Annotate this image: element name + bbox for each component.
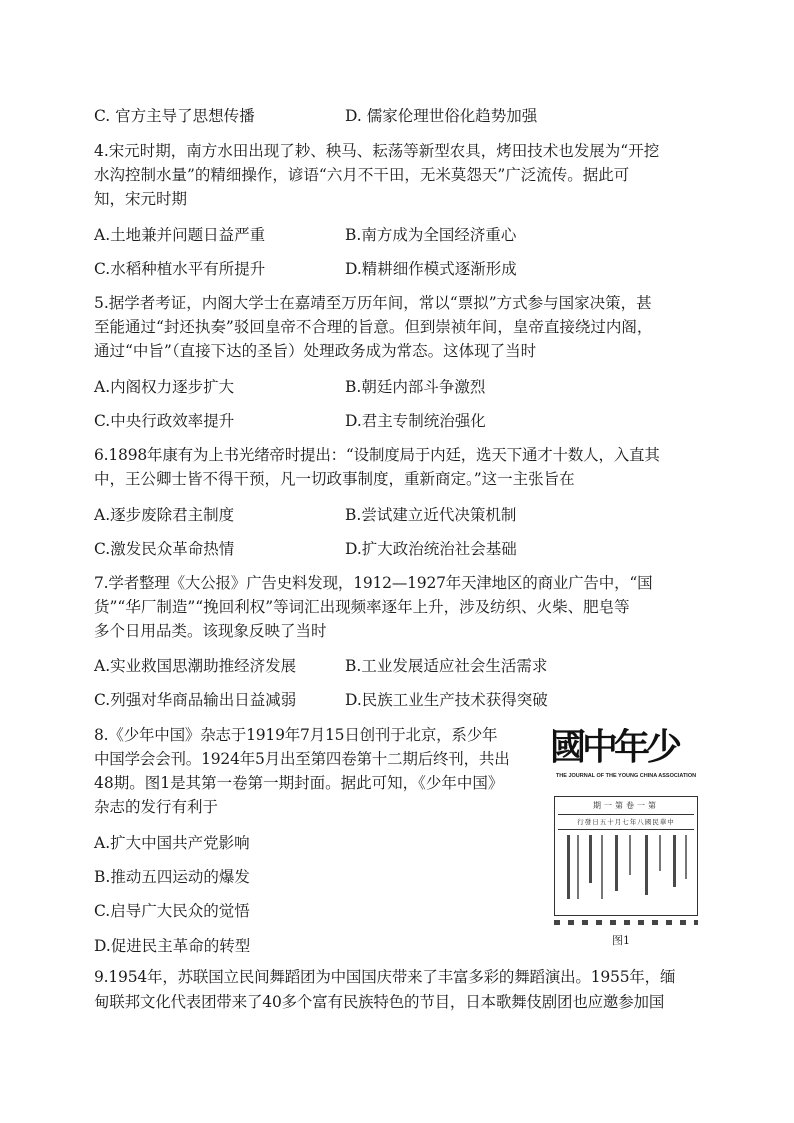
- q6-option-b: B.尝试建立近代决策机制: [345, 506, 517, 524]
- cover-text-column: [567, 835, 570, 899]
- cover-text-column: [589, 835, 592, 883]
- q8-stem-line-4: 杂志的发行有利于: [94, 798, 219, 816]
- q8-option-a: A.扩大中国共产党影响: [94, 834, 250, 852]
- q5-option-a: A.内阁权力逐步扩大: [94, 378, 235, 396]
- q8-option-c: C.启导广大民众的觉悟: [94, 902, 250, 920]
- cover-issue-date: 行發日五十月七年八國民華中: [577, 818, 675, 826]
- figure-caption: 图1: [612, 934, 630, 947]
- q5-option-d: D.君主专制统治强化: [345, 412, 486, 430]
- q7-option-c: C.列强对华商品输出日益减弱: [94, 691, 297, 709]
- q4-stem-line-2: 水沟控制水量”的精细操作，谚语“六月不干田，无米莫怨天”广泛流传。据此可: [94, 166, 630, 184]
- q5-stem-line-2: 至能通过“封还执奏”驳回皇帝不合理的旨意。但到崇祯年间，皇帝直接绕过内阁，: [94, 318, 653, 336]
- cover-issue-header: 期一第卷一第: [593, 801, 659, 810]
- q6-option-c: C.激发民众革命热情: [94, 540, 235, 558]
- q8-option-b: B.推动五四运动的爆发: [94, 868, 250, 886]
- cover-text-column: [615, 835, 618, 891]
- q4-option-c: C.水稻种植水平有所提升: [94, 260, 266, 278]
- cover-text-column: [659, 835, 661, 871]
- q6-option-d: D.扩大政治统治社会基础: [345, 540, 517, 558]
- q8-stem-line-3: 48期。图1是其第一卷第一期封面。据此可知，《少年中国》: [94, 774, 504, 792]
- q5-option-c: C.中央行政效率提升: [94, 412, 235, 430]
- cover-text-column: [629, 835, 631, 875]
- q6-stem-line-1: 6.1898年康有为上书光绪帝时提出：“设制度局于内廷，选天下通才十数人，入直其: [94, 446, 660, 464]
- cover-text-column: [685, 835, 687, 879]
- q6-stem-line-2: 中，王公卿士皆不得干预，凡一切政事制度，重新商定。”这一主张旨在: [94, 470, 575, 488]
- cover-rule: [558, 829, 694, 830]
- q8-option-d: D.促进民主革命的转型: [94, 937, 251, 955]
- q3-option-c: C. 官方主导了思想传播: [94, 107, 255, 125]
- cover-text-column: [645, 835, 648, 895]
- cover-text-column: [673, 835, 676, 887]
- q7-option-d: D.民族工业生产技术获得突破: [345, 691, 548, 709]
- magazine-cover-figure: [548, 728, 704, 933]
- q8-stem-line-2: 中国学会会刊。1924年5月出至第四卷第十二期后终刊，共出: [94, 750, 510, 768]
- cover-english-subtitle: THE JOURNAL OF THE YOUNG CHINA ASSOCIATION: [555, 773, 697, 779]
- cover-rule: [558, 814, 694, 815]
- q8-stem-line-1: 8.《少年中国》杂志于1919年7月15日创刊于北京，系少年: [94, 726, 498, 744]
- q4-stem-line-1: 4.宋元时期，南方水田出现了耖、秧马、耘荡等新型农具，烤田技术也发展为“开挖: [94, 142, 660, 160]
- cover-publisher-strip: [554, 920, 698, 925]
- q4-option-b: B.南方成为全国经济重心: [345, 226, 517, 244]
- q6-option-a: A.逐步废除君主制度: [94, 506, 235, 524]
- q9-stem-line-1: 9.1954年，苏联国立民间舞蹈团为中国国庆带来了丰富多彩的舞蹈演出。1955年，缅: [94, 968, 676, 986]
- cover-contents-box: [554, 796, 698, 916]
- q7-stem-line-2: 货”“华厂制造”“挽回利权”等词汇出现频率逐年上升，涉及纺织、火柴、肥皂等: [94, 598, 630, 616]
- cover-text-column: [601, 835, 603, 899]
- q7-stem-line-3: 多个日用品类。该现象反映了当时: [94, 622, 327, 640]
- q5-option-b: B.朝廷内部斗争激烈: [345, 378, 486, 396]
- q7-option-a: A.实业救国思潮助推经济发展: [94, 657, 297, 675]
- q3-option-d: D. 儒家伦理世俗化趋势加强: [345, 107, 538, 125]
- q5-stem-line-1: 5.据学者考证，内阁大学士在嘉靖至万历年间，常以“票拟”方式参与国家决策，甚: [94, 294, 652, 312]
- cover-text-column: [577, 835, 579, 899]
- q9-stem-line-2: 甸联邦文化代表团带来了40多个富有民族特色的节目，日本歌舞伎剧团也应邀参加国: [94, 993, 665, 1011]
- q4-option-a: A.土地兼并问题日益严重: [94, 226, 266, 244]
- q4-option-d: D.精耕细作模式逐渐形成: [345, 260, 517, 278]
- q5-stem-line-3: 通过“中旨”（直接下达的圣旨）处理政务成为常态。这体现了当时: [94, 342, 537, 360]
- q4-stem-line-3: 知，宋元时期: [94, 190, 188, 208]
- q7-option-b: B.工业发展适应社会生活需求: [345, 657, 548, 675]
- cover-title: 國中年少: [550, 728, 679, 768]
- q7-stem-line-1: 7.学者整理《大公报》广告史料发现，1912—1927年天津地区的商业广告中，“国: [94, 574, 653, 592]
